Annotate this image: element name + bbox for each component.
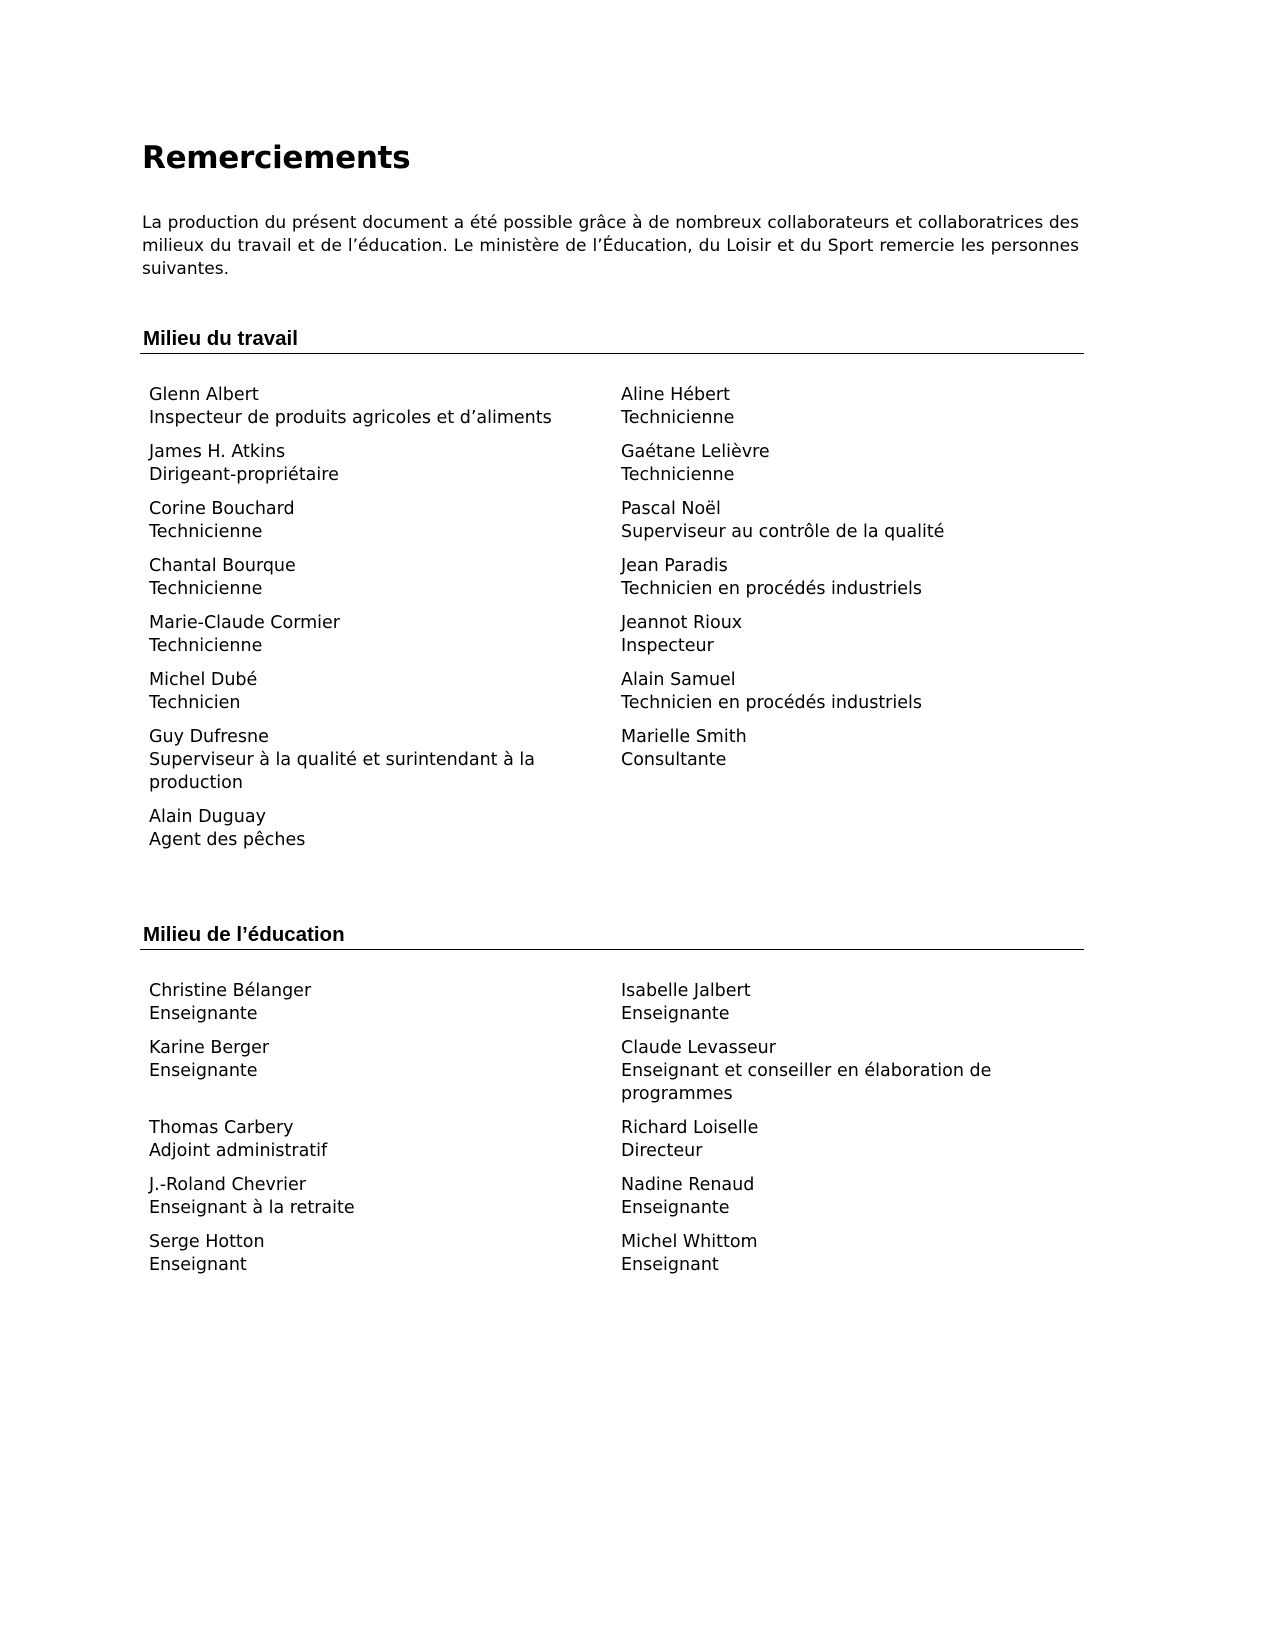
person-entry [140,1231,612,1277]
person-name: James H. Atkins [149,442,286,462]
person-entry [612,1231,1084,1277]
person-role: Superviseur au contrôle de la qualité [621,522,945,542]
person-role: Enseignante [149,1061,258,1081]
section-heading: Milieu du travail [143,327,298,350]
person-role: Technicien en procédés industriels [621,693,922,713]
person-role: Dirigeant-propriétaire [149,465,339,485]
person-name: Serge Hotton [149,1232,265,1252]
person-role: Enseignant et conseiller en élaboration de programmes [621,1061,992,1104]
person-role: Enseignante [621,1198,730,1218]
table-row [140,441,1084,487]
person-entry [140,980,612,1026]
person-role: Technicienne [621,465,735,485]
table-row [140,612,1084,658]
person-entry [612,441,1084,487]
person-name: Alain Samuel [621,670,736,690]
person-role: Enseignant [149,1255,247,1275]
person-name: Marielle Smith [621,727,747,747]
person-entry [612,498,1084,544]
person-name: Christine Bélanger [149,981,312,1001]
person-entry [612,980,1084,1026]
person-name: Claude Levasseur [621,1038,776,1058]
person-role: Technicien en procédés industriels [621,579,922,599]
person-entry [612,555,1084,601]
person-role: Technicienne [621,408,735,428]
person-role: Inspecteur [621,636,714,656]
person-name: Jeannot Rioux [621,613,743,633]
person-role: Technicienne [149,522,263,542]
person-entry [612,669,1084,715]
intro-paragraph: La production du présent document a été possible grâce à de nombreux collaborateurs et collaboratrices des milieux du travail et de l’éducation. Le ministère de l’Éducation, du Loisir et du Sport remercie les personnes suivantes. [142,213,1079,279]
person-role: Enseignant à la retraite [149,1198,355,1218]
person-name: Karine Berger [149,1038,270,1058]
person-name: Chantal Bourque [149,556,296,576]
section-milieu-education [140,922,1084,1288]
table-row [140,555,1084,601]
person-name: Guy Dufresne [149,727,269,747]
person-entry [612,384,1084,430]
person-entry [140,384,612,430]
person-entry [612,806,1084,852]
person-entry [140,1174,612,1220]
person-entry [140,555,612,601]
person-role: Technicien [149,693,241,713]
table-row [140,980,1084,1026]
person-name: Nadine Renaud [621,1175,755,1195]
person-name: J.-Roland Chevrier [149,1175,306,1195]
person-entry [140,1037,612,1106]
person-name: Marie-Claude Cormier [149,613,340,633]
person-entry [612,1117,1084,1163]
person-entry [612,1037,1084,1106]
person-name: Alain Duguay [149,807,266,827]
person-role: Enseignant [621,1255,719,1275]
people-list [140,384,1084,852]
person-role: Agent des pêches [149,830,306,850]
table-row [140,384,1084,430]
person-role: Inspecteur de produits agricoles et d’aliments [149,408,552,428]
person-name: Michel Whittom [621,1232,758,1252]
person-name: Corine Bouchard [149,499,295,519]
person-entry [140,441,612,487]
person-entry [140,669,612,715]
table-row [140,498,1084,544]
person-role: Consultante [621,750,727,770]
table-row [140,1037,1084,1106]
table-row [140,806,1084,852]
person-role: Superviseur à la qualité et surintendant à la production [149,750,535,793]
person-entry [612,1174,1084,1220]
person-name: Isabelle Jalbert [621,981,751,1001]
person-name: Michel Dubé [149,670,258,690]
person-entry [140,806,612,852]
person-entry [140,612,612,658]
person-entry [140,726,612,795]
section-milieu-travail [140,326,1084,863]
table-row [140,1117,1084,1163]
person-role: Directeur [621,1141,703,1161]
person-name: Glenn Albert [149,385,259,405]
person-entry [612,612,1084,658]
section-rule [140,949,1084,950]
section-rule [140,353,1084,354]
table-row [140,726,1084,795]
person-name: Jean Paradis [621,556,728,576]
person-role: Adjoint administratif [149,1141,328,1161]
person-name: Thomas Carbery [149,1118,294,1138]
section-heading: Milieu de l’éducation [143,923,345,946]
person-name: Pascal Noël [621,499,721,519]
person-role: Technicienne [149,579,263,599]
person-role: Enseignante [621,1004,730,1024]
table-row [140,1174,1084,1220]
person-name: Richard Loiselle [621,1118,759,1138]
people-list [140,980,1084,1277]
table-row [140,1231,1084,1277]
person-entry [140,498,612,544]
person-role: Enseignante [149,1004,258,1024]
person-name: Gaétane Lelièvre [621,442,770,462]
person-role: Technicienne [149,636,263,656]
person-name: Aline Hébert [621,385,730,405]
person-entry [140,1117,612,1163]
person-entry [612,726,1084,795]
page-title: Remerciements [142,140,411,176]
table-row [140,669,1084,715]
